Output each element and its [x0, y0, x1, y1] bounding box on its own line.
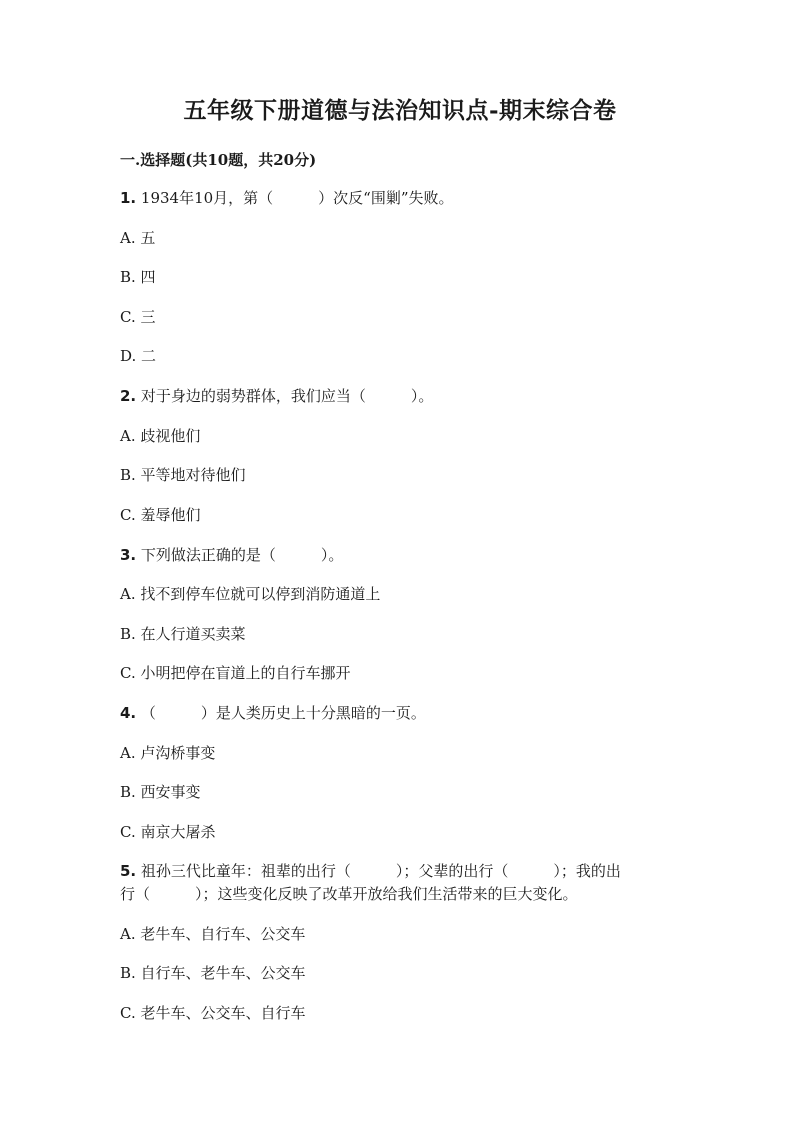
question-text: 1934年10月，第（ ）次反“围剿”失败。: [140, 189, 454, 207]
question-number: 3.: [120, 546, 137, 564]
question-4-option-a: A. 卢沟桥事变: [120, 744, 216, 762]
question-4-stem: [120, 703, 426, 723]
section-heading: 一.选择题(共10题，共20分): [120, 151, 317, 169]
question-text: 祖孙三代比童年：祖辈的出行（ ）；父辈的出行（ ）；我的出: [140, 862, 621, 880]
question-1-option-c: C. 三: [120, 308, 156, 326]
question-3-option-a: A. 找不到停车位就可以停到消防通道上: [120, 585, 381, 603]
question-number: 2.: [120, 387, 137, 405]
question-text: 下列做法正确的是（ ）。: [140, 546, 344, 564]
question-3-option-b: B. 在人行道买卖菜: [120, 625, 246, 643]
question-2-option-a: A. 歧视他们: [120, 427, 201, 445]
question-number: 5.: [120, 862, 137, 880]
question-5-option-b: B. 自行车、老牛车、公交车: [120, 964, 306, 982]
question-3-option-c: C. 小明把停在盲道上的自行车挪开: [120, 664, 351, 682]
question-5-stem-continued: 行（ ）；这些变化反映了改革开放给我们生活带来的巨大变化。: [120, 885, 578, 903]
question-number: 1.: [120, 189, 137, 207]
page-title: 五年级下册道德与法治知识点-期末综合卷: [183, 97, 617, 124]
question-2-stem: [120, 386, 433, 406]
question-5-option-c: C. 老牛车、公交车、自行车: [120, 1004, 306, 1022]
question-4-option-c: C. 南京大屠杀: [120, 823, 216, 841]
question-2-option-b: B. 平等地对待他们: [120, 466, 246, 484]
question-1-option-a: A. 五: [120, 229, 156, 247]
question-2-option-c: C. 羞辱他们: [120, 506, 201, 524]
question-3-stem: [120, 545, 343, 565]
question-1-option-b: B. 四: [120, 268, 156, 286]
question-text: 对于身边的弱势群体，我们应当（ ）。: [140, 387, 434, 405]
question-number: 4.: [120, 704, 137, 722]
question-4-option-b: B. 西安事变: [120, 783, 201, 801]
question-1-stem: [120, 188, 454, 208]
question-5-option-a: A. 老牛车、自行车、公交车: [120, 925, 306, 943]
question-1-option-d: D. 二: [120, 347, 157, 365]
question-5-stem: [120, 861, 621, 881]
question-text: （ ）是人类历史上十分黑暗的一页。: [140, 704, 426, 722]
